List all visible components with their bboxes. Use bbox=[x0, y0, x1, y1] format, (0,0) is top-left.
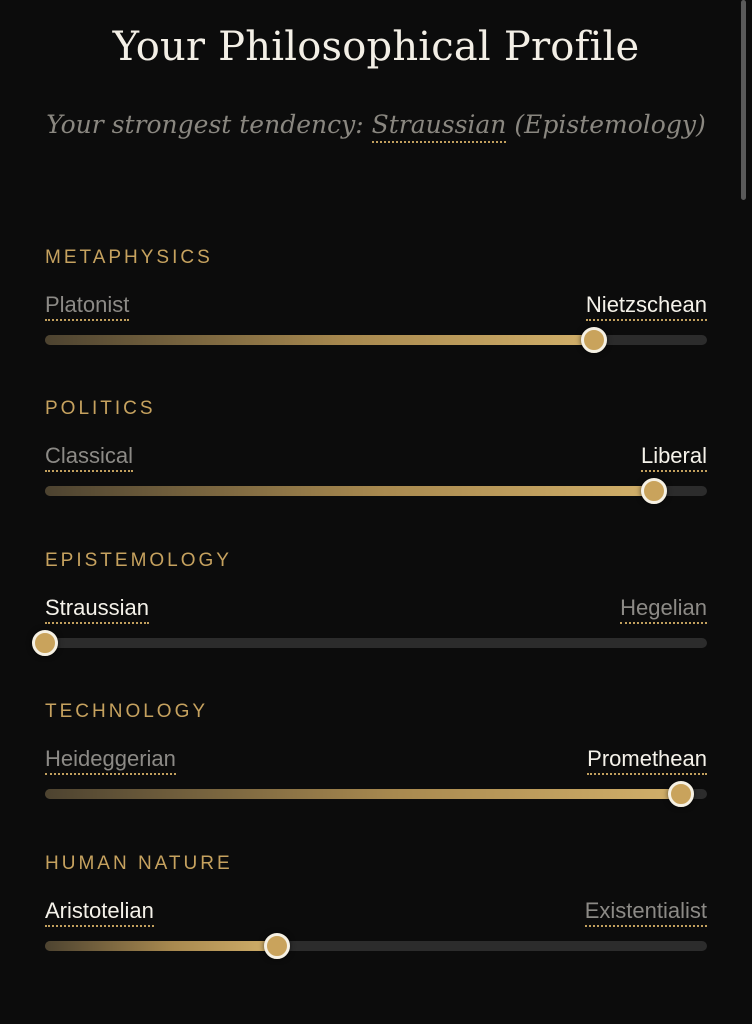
category-label: EPISTEMOLOGY bbox=[45, 550, 232, 571]
slider-track[interactable] bbox=[45, 638, 707, 648]
subtitle-prefix: Your strongest tendency: bbox=[46, 110, 372, 139]
category-label: TECHNOLOGY bbox=[45, 701, 209, 722]
slider-thumb[interactable] bbox=[668, 781, 694, 807]
category-label: POLITICS bbox=[45, 398, 156, 419]
subtitle-suffix: (Epistemology) bbox=[506, 110, 706, 139]
pole-right-label[interactable]: Hegelian bbox=[620, 595, 707, 624]
slider-track[interactable] bbox=[45, 789, 707, 799]
section-politics bbox=[45, 398, 707, 538]
slider-fill bbox=[45, 789, 681, 799]
category-label: METAPHYSICS bbox=[45, 247, 213, 268]
page-title: Your Philosophical Profile bbox=[112, 24, 640, 70]
pole-left-label[interactable]: Aristotelian bbox=[45, 898, 154, 927]
pole-right-label[interactable]: Promethean bbox=[587, 746, 707, 775]
strongest-tendency-link[interactable]: Straussian bbox=[372, 110, 507, 143]
pole-left-label[interactable]: Classical bbox=[45, 443, 133, 472]
slider-fill bbox=[45, 486, 654, 496]
section-human-nature bbox=[45, 853, 707, 993]
slider-track[interactable] bbox=[45, 335, 707, 345]
pole-right-label[interactable]: Existentialist bbox=[585, 898, 707, 927]
slider-fill bbox=[45, 335, 594, 345]
slider-thumb[interactable] bbox=[32, 630, 58, 656]
pole-left-label[interactable]: Straussian bbox=[45, 595, 149, 624]
section-epistemology bbox=[45, 550, 707, 690]
slider-thumb[interactable] bbox=[581, 327, 607, 353]
pole-left-label[interactable]: Heideggerian bbox=[45, 746, 176, 775]
scrollbar[interactable] bbox=[741, 0, 746, 200]
section-technology bbox=[45, 701, 707, 841]
pole-left-label[interactable]: Platonist bbox=[45, 292, 129, 321]
slider-track[interactable] bbox=[45, 486, 707, 496]
strongest-tendency bbox=[0, 110, 752, 139]
slider-track[interactable] bbox=[45, 941, 707, 951]
category-label: HUMAN NATURE bbox=[45, 853, 233, 874]
slider-fill bbox=[45, 941, 277, 951]
pole-right-label[interactable]: Liberal bbox=[641, 443, 707, 472]
slider-thumb[interactable] bbox=[264, 933, 290, 959]
slider-thumb[interactable] bbox=[641, 478, 667, 504]
section-metaphysics bbox=[45, 247, 707, 387]
pole-right-label[interactable]: Nietzschean bbox=[586, 292, 707, 321]
